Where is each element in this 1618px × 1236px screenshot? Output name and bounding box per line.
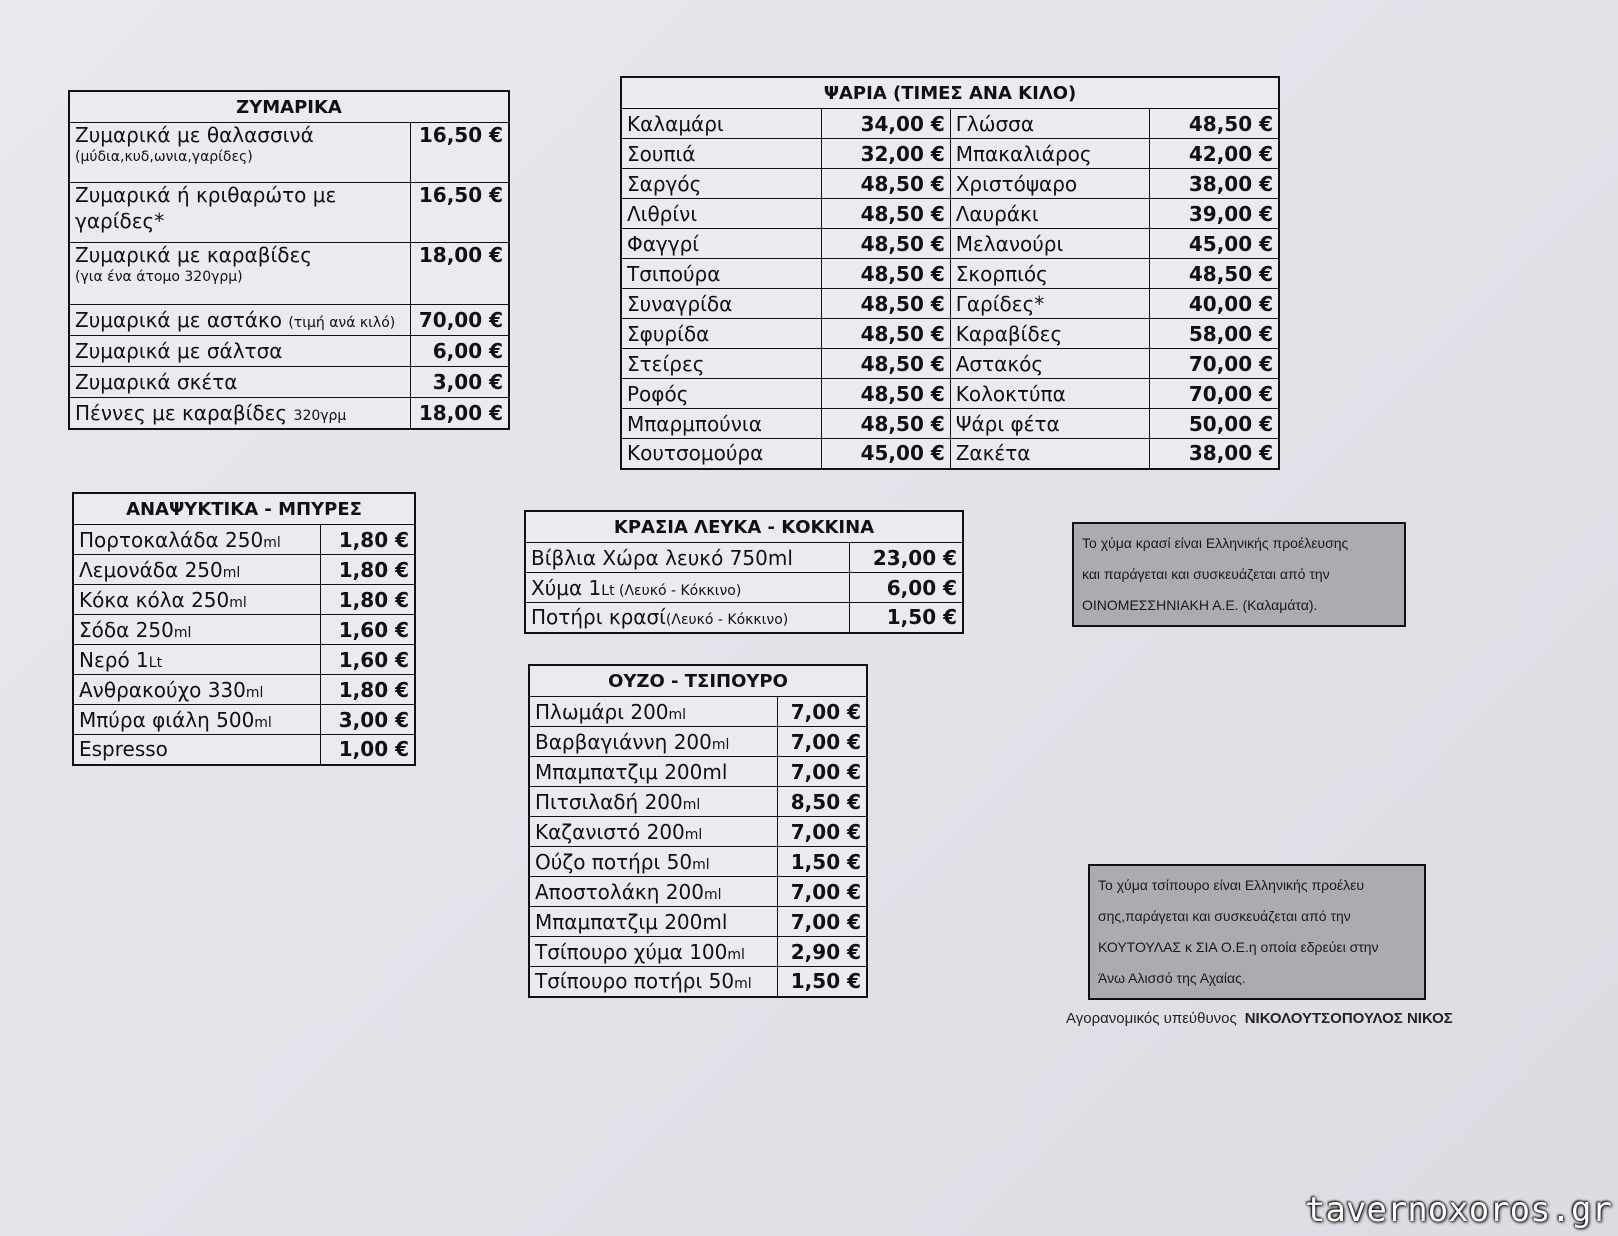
fish-name: Φαγγρί [621, 229, 821, 259]
fish-price: 48,50 € [821, 259, 950, 289]
menu-item: Πιτσιλαδή 200ml [529, 787, 778, 817]
menu-item: Καζανιστό 200ml [529, 817, 778, 847]
menu-item: Βίβλια Χώρα λευκό 750ml [525, 543, 849, 573]
table-row [73, 735, 415, 765]
table-row [621, 199, 1279, 229]
table-row [621, 289, 1279, 319]
table-row [529, 847, 867, 877]
fish-price: 48,50 € [821, 199, 950, 229]
table-row [621, 169, 1279, 199]
fish-price: 45,00 € [1149, 229, 1279, 259]
menu-item: Τσίπουρο χύμα 100ml [529, 937, 778, 967]
menu-price: 1,80 € [320, 555, 415, 585]
fish-price: 48,50 € [821, 169, 950, 199]
fish-name: Γαρίδες* [950, 289, 1149, 319]
menu-item: Χύμα 1Lt (Λευκό - Κόκκινο) [525, 573, 849, 603]
menu-item: Πλωμάρι 200ml [529, 697, 778, 727]
pasta-table [68, 90, 510, 430]
fish-price: 48,50 € [821, 289, 950, 319]
fish-price: 50,00 € [1149, 409, 1279, 439]
menu-price: 16,50 € [411, 123, 509, 183]
menu-item: Μπύρα φιάλη 500ml [73, 705, 320, 735]
menu-price: 7,00 € [778, 907, 867, 937]
table-row [529, 937, 867, 967]
menu-item: Ζυμαρικά με σάλτσα [69, 336, 411, 367]
fish-price: 48,50 € [821, 409, 950, 439]
table-row [525, 603, 963, 633]
table-row [621, 349, 1279, 379]
fish-name: Σφυρίδα [621, 319, 821, 349]
table-row [73, 615, 415, 645]
table-row [525, 543, 963, 573]
fish-name: Γλώσσα [950, 109, 1149, 139]
menu-item: Espresso [73, 735, 320, 765]
menu-item: Πορτοκαλάδα 250ml [73, 525, 320, 555]
fish-name: Λιθρίνι [621, 199, 821, 229]
menu-price: 7,00 € [778, 727, 867, 757]
menu-item: Πέννες με καραβίδες 320γρμ [69, 398, 411, 429]
fish-price: 48,50 € [821, 349, 950, 379]
fish-name: Κολοκτύπα [950, 379, 1149, 409]
fish-price: 32,00 € [821, 139, 950, 169]
menu-price: 7,00 € [778, 697, 867, 727]
fish-name: Στείρες [621, 349, 821, 379]
market-responsible: Αγορανομικός υπεύθυνος ΝΙΚΟΛΟΥΤΣΟΠΟΥΛΟΣ ΝΙΚΟΣ [1066, 1010, 1453, 1027]
fish-name: Σκορπιός [950, 259, 1149, 289]
table-row [73, 645, 415, 675]
ouzo-table [528, 664, 868, 998]
fish-price: 42,00 € [1149, 139, 1279, 169]
table-row [621, 259, 1279, 289]
menu-item: Ζυμαρικά με θαλασσινά (μύδια,κυδ,ωνια,γαρίδες) [69, 123, 411, 183]
pasta-title: ΖΥΜΑΡΙΚΑ [69, 91, 509, 123]
table-row [529, 727, 867, 757]
fish-name: Λαυράκι [950, 199, 1149, 229]
drinks-title: ΑΝΑΨΥΚΤΙΚΑ - ΜΠΥΡΕΣ [73, 493, 415, 525]
menu-price: 7,00 € [778, 757, 867, 787]
fish-price: 38,00 € [1149, 169, 1279, 199]
menu-price: 3,00 € [320, 705, 415, 735]
table-row [73, 705, 415, 735]
menu-price: 1,60 € [320, 615, 415, 645]
table-row [73, 675, 415, 705]
table-row [621, 319, 1279, 349]
table-row [73, 555, 415, 585]
menu-price: 18,00 € [411, 398, 509, 429]
fish-price: 70,00 € [1149, 349, 1279, 379]
wine-table [524, 510, 964, 634]
tsipouro-origin-note: Το χύμα τσίπουρο είναι Ελληνικής προέλευ σης,παράγεται και συσκευάζεται από την ΚΟΥΤΟΥΛΑΣ κ ΣΙΑ Ο.Ε.η οποία εδρεύει στην Άνω Αλισσό της Αχαίας. [1088, 864, 1426, 1000]
fish-title: ΨΑΡΙΑ (ΤΙΜΕΣ ΑΝΑ ΚΙΛΟ) [621, 77, 1279, 109]
menu-price: 1,80 € [320, 525, 415, 555]
menu-item: Ζυμαρικά με καραβίδες (για ένα άτομο 320γρμ) [69, 243, 411, 305]
table-row [529, 967, 867, 997]
menu-price: 3,00 € [411, 367, 509, 398]
fish-name: Σαργός [621, 169, 821, 199]
menu-price: 6,00 € [411, 336, 509, 367]
table-row [73, 525, 415, 555]
menu-price: 1,00 € [320, 735, 415, 765]
menu-item: Βαρβαγιάννη 200ml [529, 727, 778, 757]
table-row [621, 379, 1279, 409]
menu-item: Σόδα 250ml [73, 615, 320, 645]
fish-price: 58,00 € [1149, 319, 1279, 349]
fish-table [620, 76, 1280, 470]
menu-price: 1,60 € [320, 645, 415, 675]
fish-name: Σουπιά [621, 139, 821, 169]
menu-price: 1,80 € [320, 585, 415, 615]
watermark: tavernoxoros.gr [1304, 1190, 1612, 1230]
fish-name: Συναγρίδα [621, 289, 821, 319]
fish-name: Μπαρμπούνια [621, 409, 821, 439]
fish-name: Αστακός [950, 349, 1149, 379]
menu-price: 70,00 € [411, 305, 509, 336]
fish-price: 38,00 € [1149, 439, 1279, 469]
fish-name: Ψάρι φέτα [950, 409, 1149, 439]
table-row [621, 109, 1279, 139]
table-row [525, 573, 963, 603]
menu-price: 1,50 € [778, 847, 867, 877]
fish-name: Ζακέτα [950, 439, 1149, 469]
table-row [621, 139, 1279, 169]
fish-name: Καλαμάρι [621, 109, 821, 139]
fish-price: 48,50 € [821, 319, 950, 349]
fish-name: Μελανούρι [950, 229, 1149, 259]
menu-price: 1,50 € [778, 967, 867, 997]
fish-name: Κουτσομούρα [621, 439, 821, 469]
menu-price: 7,00 € [778, 817, 867, 847]
menu-price: 18,00 € [411, 243, 509, 305]
menu-item: Ποτήρι κρασί(Λευκό - Κόκκινο) [525, 603, 849, 633]
menu-item: Νερό 1Lt [73, 645, 320, 675]
fish-price: 45,00 € [821, 439, 950, 469]
menu-item: Ζυμαρικά με αστάκο (τιμή ανά κιλό) [69, 305, 411, 336]
ouzo-title: ΟΥΖΟ - ΤΣΙΠΟΥΡΟ [529, 665, 867, 697]
menu-item: Μπαμπατζιμ 200ml [529, 757, 778, 787]
wine-title: ΚΡΑΣΙΑ ΛΕΥΚΑ - ΚΟΚΚΙΝΑ [525, 511, 963, 543]
menu-item: Λεμονάδα 250ml [73, 555, 320, 585]
fish-name: Καραβίδες [950, 319, 1149, 349]
table-row [529, 697, 867, 727]
menu-price: 7,00 € [778, 877, 867, 907]
table-row [529, 907, 867, 937]
menu-item: Ζυμαρικά σκέτα [69, 367, 411, 398]
table-row [529, 817, 867, 847]
menu-price: 16,50 € [411, 183, 509, 243]
table-row [621, 229, 1279, 259]
fish-price: 34,00 € [821, 109, 950, 139]
fish-price: 48,50 € [1149, 109, 1279, 139]
fish-price: 39,00 € [1149, 199, 1279, 229]
fish-name: Τσιπούρα [621, 259, 821, 289]
menu-item: Μπαμπατζιμ 200ml [529, 907, 778, 937]
menu-price: 6,00 € [849, 573, 963, 603]
fish-price: 40,00 € [1149, 289, 1279, 319]
fish-name: Χριστόψαρο [950, 169, 1149, 199]
menu-item: Αποστολάκη 200ml [529, 877, 778, 907]
table-row [621, 409, 1279, 439]
wine-origin-note: Το χύμα κρασί είναι Ελληνικής προέλευσης και παράγεται και συσκευάζεται από την ΟΙΝΟΜΕΣΣΗΝΙΑΚΗ Α.Ε. (Καλαμάτα). [1072, 522, 1406, 627]
menu-price: 23,00 € [849, 543, 963, 573]
fish-price: 48,50 € [821, 379, 950, 409]
fish-price: 48,50 € [1149, 259, 1279, 289]
fish-name: Μπακαλιάρος [950, 139, 1149, 169]
fish-price: 70,00 € [1149, 379, 1279, 409]
menu-item: Ζυμαρικά ή κριθαρώτο με γαρίδες* [69, 183, 411, 243]
drinks-table [72, 492, 416, 766]
menu-item: Κόκα κόλα 250ml [73, 585, 320, 615]
menu-price: 2,90 € [778, 937, 867, 967]
fish-name: Ροφός [621, 379, 821, 409]
table-row [529, 787, 867, 817]
table-row [529, 877, 867, 907]
menu-price: 1,50 € [849, 603, 963, 633]
table-row [621, 439, 1279, 469]
menu-item: Ούζο ποτήρι 50ml [529, 847, 778, 877]
fish-price: 48,50 € [821, 229, 950, 259]
menu-price: 8,50 € [778, 787, 867, 817]
table-row [529, 757, 867, 787]
menu-item: Ανθρακούχο 330ml [73, 675, 320, 705]
table-row [73, 585, 415, 615]
menu-price: 1,80 € [320, 675, 415, 705]
menu-item: Τσίπουρο ποτήρι 50ml [529, 967, 778, 997]
